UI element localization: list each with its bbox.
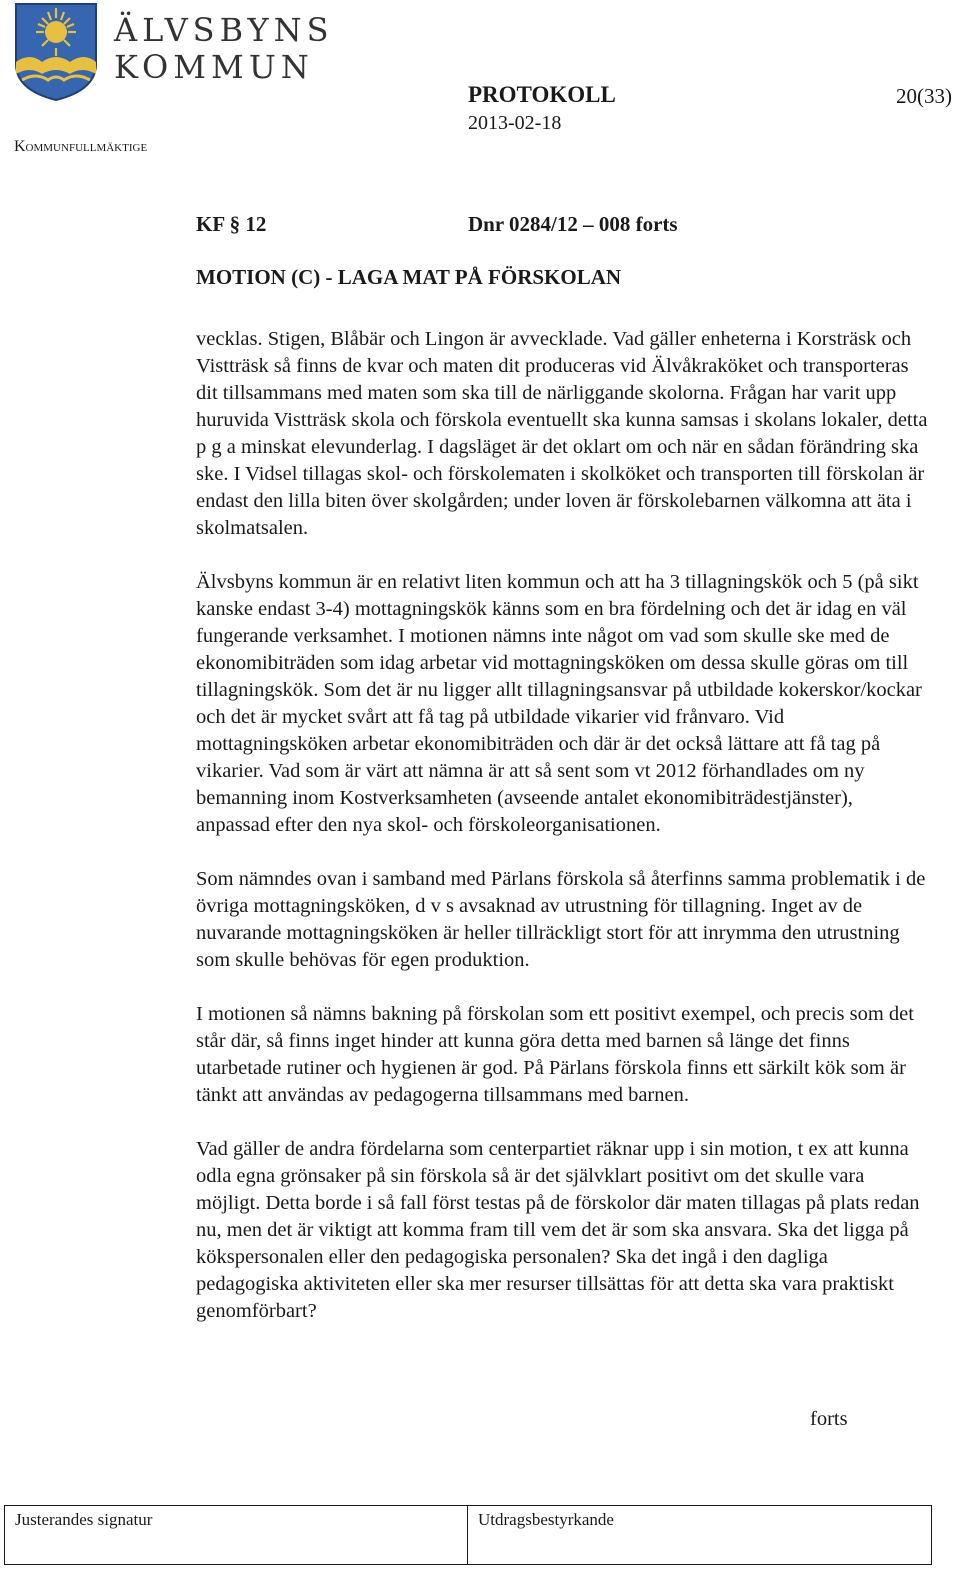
page-number: 20(33): [896, 84, 952, 108]
document-date: 2013-02-18: [468, 112, 562, 134]
paragraph: Vad gäller de andra fördelarna som centerpartiet räknar upp i sin motion, t ex att kunna odla egna grönsaker på sin förskola så är det självklart positivt om det skulle vara möjligt. Detta borde i så fall först testas på de förskolor där maten tillagas på plats redan nu, men det är viktigt att komma fram till vem det är som ska ansvara. Ska det ligga på kökspersonalen eller den pedagogiska personalen? Ska det ingå i den dagliga pedagogiska aktiviteten eller ska mer resurser tillsättas för att detta ska vara praktiskt genomförbart?: [196, 1138, 920, 1322]
municipality-name-line1: ÄLVSBYNS: [114, 11, 334, 49]
certification-field: [468, 1506, 931, 1564]
signature-label: Justerandes signatur: [15, 1510, 153, 1529]
department-name: Kommunfullmäktige: [14, 138, 148, 155]
paragraph: Älvsbyns kommun är en relativt liten kommun och att ha 3 tillagningskök och 5 (på sikt kanske endast 3-4) mottagningskök känns som en bra fördelning och det är idag en väl fungerande verksamhet. I motionen nämns inte något om vad som skulle ske med de ekonomibiträden som idag arbetar vid mottagningsköken om dessa skulle göras om till tillagningskök. Som det är nu ligger allt tillagningsansvar på utbildade kokerskor/kockar och det är mycket svårt att få tag på utbildade vikarier vid frånvaro. Vid mottagningsköken arbetar ekonomibiträden och där är det också lättare att få tag på vikarier. Vad som är värt att nämna är att så sent som vt 2012 förhandlades om ny bemanning inom Kostverksamheten (avseende antalet ekonomibiträdestjänster), anpassad efter den nya skol- och förskoleorganisationen.: [196, 571, 922, 836]
continued-marker: forts: [810, 1408, 848, 1430]
certification-label: Utdragsbestyrkande: [478, 1510, 614, 1529]
municipal-coat-of-arms-icon: [14, 2, 98, 102]
diary-number: Dnr 0284/12 – 008 forts: [468, 212, 678, 236]
municipality-name-line2: KOMMUN: [114, 48, 314, 86]
municipality-name: [114, 12, 334, 86]
section-id: KF § 12: [196, 212, 267, 236]
paragraph: vecklas. Stigen, Blåbär och Lingon är avvecklade. Vad gäller enheterna i Korsträsk och Vistträsk så finns de kvar och maten dit produceras vid Älvåkraköket och transporteras dit tillsammans med maten som ska till de närliggande skolorna. Frågan har varit upp huruvida Vistträsk skola och förskola eventuellt ska kunna samsas i skolans lokaler, detta p g a minskat elevunderlag. I dagsläget är det oklart om och när en sådan förändring ska ske. I Vidsel tillagas skol- och förskolematen i skolköket och transporten till förskolan är endast den lilla biten över skolgården; under loven är förskolebarnen välkomna att äta i skolmatsalen.: [196, 328, 928, 539]
paragraph: Som nämndes ovan i samband med Pärlans förskola så återfinns samma problematik i de övriga mottagningsköken, d v s avsaknad av utrustning för tillagning. Inget av de nuvarande mottagningsköken är heller tillräckligt stort för att inrymma den utrustning som skulle behövas för egen produktion.: [196, 868, 926, 971]
document-type: PROTOKOLL: [468, 82, 616, 107]
signature-field: [5, 1506, 468, 1564]
body-text: [196, 326, 931, 1352]
signature-table: [4, 1505, 932, 1565]
section-title: MOTION (C) - LAGA MAT PÅ FÖRSKOLAN: [196, 265, 622, 289]
paragraph: I motionen så nämns bakning på förskolan som ett positivt exempel, och precis som det står där, så finns inget hinder att kunna göra detta med barnen så länge det finns utarbetade rutiner och hygienen är god. På Pärlans förskola finns ett särkilt kök som är tänkt att användas av pedagogerna tillsammans med barnen.: [196, 1003, 914, 1106]
